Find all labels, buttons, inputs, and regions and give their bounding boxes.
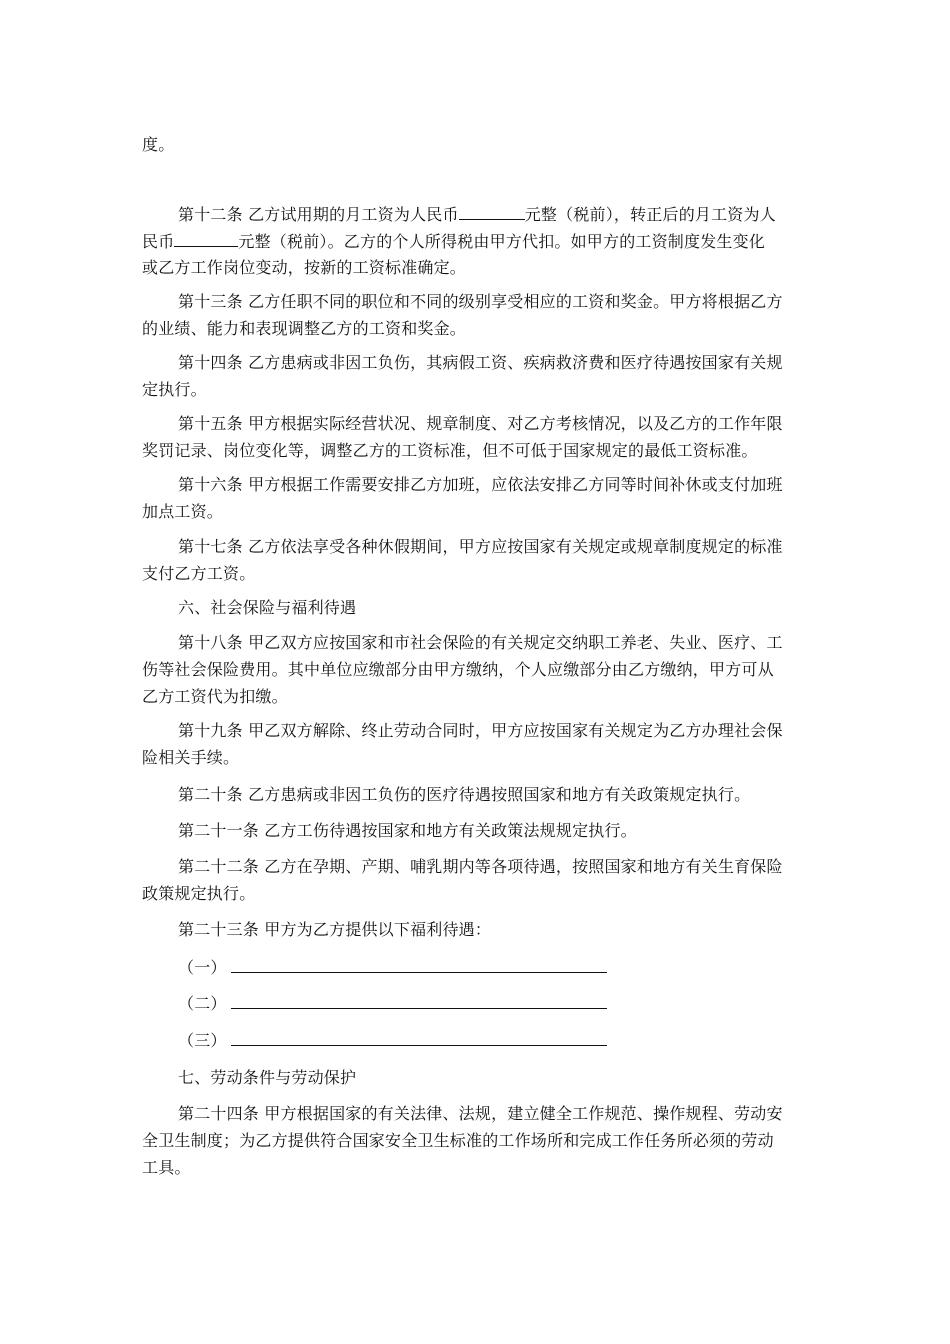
- article-19-line-2: 险相关手续。: [142, 748, 240, 767]
- article-12-line-3: 或乙方工作岗位变动，按新的工资标准确定。: [142, 258, 467, 277]
- article-12-text-a: 第十二条 乙方试用期的月工资为人民币: [178, 205, 459, 224]
- article-18-line-3: 乙方工资代为扣缴。: [142, 687, 288, 706]
- article-22-line-1: 第二十二条 乙方在孕期、产期、哺乳期内等各项待遇，按照国家和地方有关生育保险: [178, 857, 783, 876]
- salary-probation-blank: [459, 203, 525, 220]
- benefit-item-2: [178, 992, 607, 1015]
- article-12-line-1: [178, 203, 776, 226]
- article-14-line-2: 定执行。: [142, 380, 207, 399]
- article-12-line-2: [142, 230, 765, 253]
- salary-regular-blank: [174, 230, 238, 247]
- article-17-line-2: 支付乙方工资。: [142, 564, 256, 583]
- article-15-line-2: 奖罚记录、岗位变化等，调整乙方的工资标准，但不可低于国家规定的最低工资标准。: [142, 441, 758, 460]
- article-24-line-2: 全卫生制度；为乙方提供符合国家安全卫生标准的工作场所和完成工作任务所必须的劳动: [142, 1131, 774, 1150]
- article-21: 第二十一条 乙方工伤待遇按国家和地方有关政策法规规定执行。: [178, 821, 637, 840]
- benefit-item-3-label: （三）: [178, 1031, 227, 1050]
- article-12-text-c: 民币: [142, 232, 175, 251]
- benefit-item-1-blank: [231, 956, 607, 973]
- benefit-item-3: [178, 1029, 607, 1052]
- benefit-item-1: [178, 956, 607, 979]
- benefit-item-2-blank: [231, 992, 607, 1009]
- article-17-line-1: 第十七条 乙方依法享受各种休假期间，甲方应按国家有关规定或规章制度规定的标准: [178, 537, 783, 556]
- article-13-line-2: 的业绩、能力和表现调整乙方的工资和奖金。: [142, 319, 467, 338]
- benefit-item-3-blank: [231, 1029, 607, 1046]
- article-19-line-1: 第十九条 甲乙双方解除、终止劳动合同时，甲方应按国家有关规定为乙方办理社会保: [178, 721, 783, 740]
- article-16-line-1: 第十六条 甲方根据工作需要安排乙方加班，应依法安排乙方同等时间补休或支付加班: [178, 475, 783, 494]
- article-13-line-1: 第十三条 乙方任职不同的职位和不同的级别享受相应的工资和奖金。甲方将根据乙方: [178, 292, 783, 311]
- section-6-heading: 六、社会保险与福利待遇: [178, 598, 357, 617]
- article-16-line-2: 加点工资。: [142, 502, 224, 521]
- benefit-item-1-label: （一）: [178, 958, 227, 977]
- article-18-line-2: 伤等社会保险费用。其中单位应缴部分由甲方缴纳，个人应缴部分由乙方缴纳，甲方可从: [142, 660, 774, 679]
- article-12-text-b: 元整（税前），转正后的月工资为人: [524, 205, 776, 224]
- section-7-heading: 七、劳动条件与劳动保护: [178, 1068, 357, 1087]
- article-12-text-d: 元整（税前）。乙方的个人所得税由甲方代扣。如甲方的工资制度发生变化: [238, 232, 766, 251]
- benefit-item-2-label: （二）: [178, 994, 227, 1013]
- continuation-text: 度。: [142, 135, 175, 154]
- article-14-line-1: 第十四条 乙方患病或非因工负伤，其病假工资、疾病救济费和医疗待遇按国家有关规: [178, 353, 783, 372]
- article-24-line-1: 第二十四条 甲方根据国家的有关法律、法规，建立健全工作规范、操作规程、劳动安: [178, 1104, 783, 1123]
- article-23: 第二十三条 甲方为乙方提供以下福利待遇：: [178, 920, 492, 939]
- article-20: 第二十条 乙方患病或非因工负伤的医疗待遇按照国家和地方有关政策规定执行。: [178, 785, 751, 804]
- article-24-line-3: 工具。: [142, 1158, 191, 1177]
- article-22-line-2: 政策规定执行。: [142, 884, 256, 903]
- article-18-line-1: 第十八条 甲乙双方应按国家和市社会保险的有关规定交纳职工养老、失业、医疗、工: [178, 633, 783, 652]
- article-15-line-1: 第十五条 甲方根据实际经营状况、规章制度、对乙方考核情况，以及乙方的工作年限: [178, 414, 783, 433]
